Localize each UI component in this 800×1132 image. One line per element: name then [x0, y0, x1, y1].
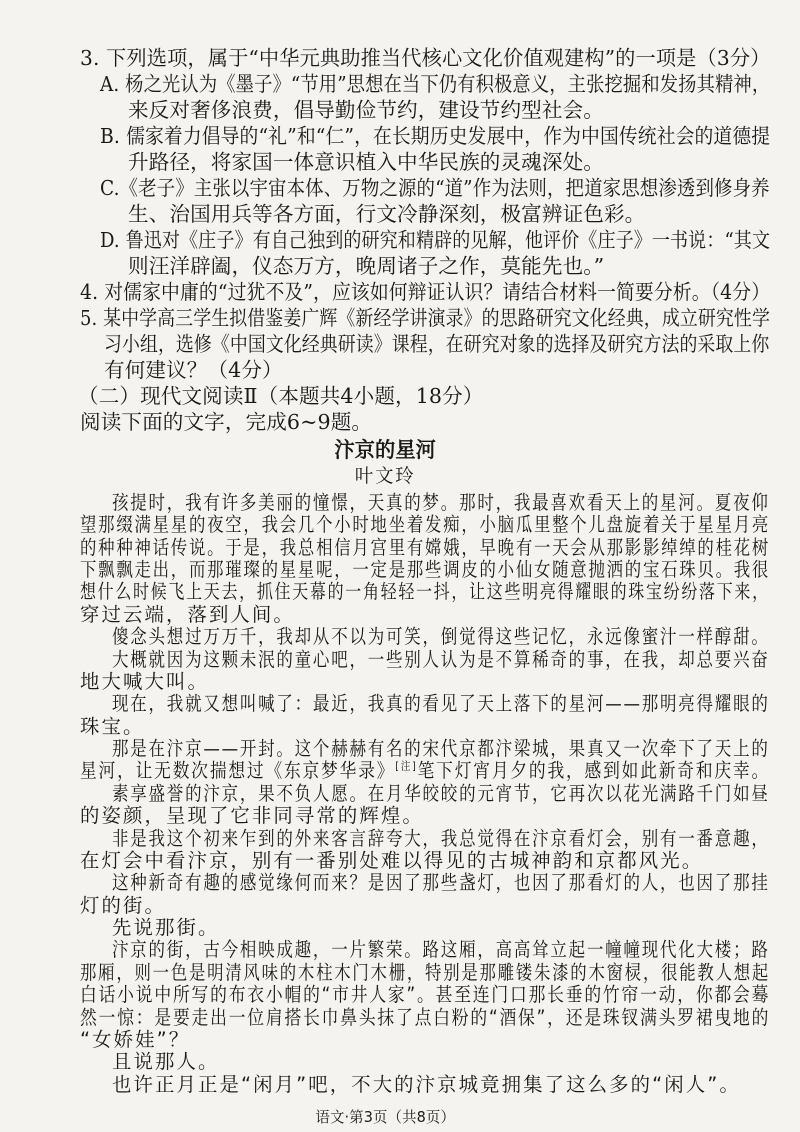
article-line: 望那缀满星星的夜空，我会几个小时地坐着发痴，小脑瓜里整个儿盘旋着关于星星月亮: [80, 513, 771, 537]
question-4: 4. 对儒家中庸的“过犹不及”，应该如何辩证认识？请结合材料一简要分析。（4分）: [80, 280, 771, 304]
question-5-line1: 5. 某中学高三学生拟借鉴姜广辉《新经学讲演录》的思路研究文化经典，成立研究性学: [80, 306, 770, 330]
q3-option-d-line1: D. 鲁迅对《庄子》有自己独到的研究和精辟的见解，他评价《庄子》一书说：“其文: [100, 228, 771, 252]
article-line: 且说那人。: [112, 1050, 220, 1074]
article-line: 这种新奇有趣的感觉缘何而来？是因了那些盏灯，也因了那看灯的人，也因了那挂: [112, 871, 770, 895]
footnote-marker: [注]: [395, 759, 418, 773]
article-line: 那是在汴京——开封。这个赫赫有名的宋代京都汴梁城，果真又一次牵下了天上的: [112, 737, 770, 761]
article-line: 想什么时候飞上天去，抓住天幕的一角轻轻一抖，让这些明亮得耀眼的珠宝纷纷落下来，: [80, 580, 770, 604]
article-line: 的种种神话传说。于是，我总相信月宫里有嫦娥，早晚有一天会从那影影绰绰的桂花树: [80, 535, 771, 559]
article-line: 非是我这个初来乍到的外来客言辞夸大，我总觉得在汴京看灯会，别有一番意趣，: [112, 826, 770, 850]
q3-option-b-line1: B. 儒家着力倡导的“礼”和“仁”，在长期历史发展中，作为中国传统社会的道德提: [100, 124, 771, 148]
q3-option-b-line2: 升路径，将家国一体意识植入中华民族的灵魂深处。: [128, 150, 604, 174]
article-line: “女娇娃”？: [80, 1027, 191, 1051]
article-line: 珠宝。: [80, 714, 145, 738]
article-line-part: 星河，让无数次揣想过《东京梦华录》: [80, 759, 396, 783]
article-line: 汴京的街，古今相映成趣，一片繁荣。路这厢，高高耸立起一幢幢现代化大楼；路: [112, 938, 770, 962]
section-heading: （二）现代文阅读Ⅱ（本题共4小题，18分）: [78, 384, 484, 408]
article-author: 叶文玲: [354, 465, 416, 487]
article-line: 孩提时，我有许多美丽的憧憬，天真的梦。那时，我最喜欢看天上的星河。夏夜仰: [112, 491, 770, 514]
q3-option-a-line2: 来反对奢侈浪费，倡导勤俭节约，建设节约型社会。: [128, 98, 604, 122]
article-line: 白话小说中所写的布衣小帽的“市井人家”。甚至连门口那长垂的竹帘一动，你都会蓦: [80, 983, 771, 1007]
q3-option-c-line2: 生、治国用兵等各方面，行文冷静深刻，极富辨证色彩。: [128, 202, 646, 226]
section-instruction: 阅读下面的文字，完成6~9题。: [80, 410, 373, 434]
article-title: 汴京的星河: [334, 438, 436, 462]
question-5-line3: 有何建议？（4分）: [104, 358, 283, 382]
article-line: 在灯会中看汴京，别有一番别处难以得见的古城神韵和京都风光。: [80, 848, 704, 872]
q3-option-c-line1: C.《老子》主张以宇宙本体、万物之源的“道”作为法则，把道家思想渗透到修身养: [100, 176, 770, 200]
article-line: 现在，我就又想叫喊了：最近，我真的看见了天上落下的星河——那明亮得耀眼的: [112, 692, 770, 716]
article-line: 大概就因为这颗未泯的童心吧，一些别人认为是不算稀奇的事，在我，却总要兴奋: [112, 647, 770, 671]
q3-option-a-line1: A. 杨之光认为《墨子》“节用”思想在当下仍有积极意义，主张挖掘和发扬其精神，: [100, 72, 771, 96]
question-5-line2: 习小组，选修《中国文化经典研读》课程，在研究对象的选择及研究方法的采取上你: [104, 332, 770, 356]
article-line: 先说那街。: [112, 916, 220, 940]
article-line: 然一惊：是要走出一位肩搭长巾鼻头抹了点白粉的“酒保”，还是珠钗满头罗裙曳地的: [80, 1005, 771, 1029]
article-line: 地大喊大叫。: [80, 669, 209, 693]
page-footer: 语文·第3页（共8页）: [315, 1108, 456, 1126]
article-line: 的姿颜，呈现了它非同寻常的辉煌。: [80, 804, 424, 828]
article-line: 穿过云端，落到人间。: [80, 602, 295, 626]
article-line: 也许正月正是“闲月”吧，不大的汴京城竟拥集了这么多的“闲人”。: [112, 1072, 741, 1096]
q3-option-d-line2: 则汪洋辟阖，仪态万方，晚周诸子之作，莫能先也。”: [128, 254, 605, 278]
article-line: 下飘飘走出，而那璀璨的星星呢，一定是那些调皮的小仙女随意抛洒的宝石珠贝。我很: [80, 558, 771, 582]
article-line: 傻念头想过万万千，我却从不以为可笑，倒觉得这些记忆，永远像蜜汁一样醇甜。: [112, 625, 770, 649]
question-3-stem: 3. 下列选项，属于“中华元典助推当代核心文化价值观建构”的一项是（3分）: [80, 46, 771, 70]
article-line: 灯的街。: [80, 893, 166, 917]
article-line: 素享盛誉的汴京，果不负人愿。在月华皎皎的元宵节，它再次以花光满路千门如昼: [112, 781, 770, 805]
article-line-part: 笔下灯宵月夕的我，感到如此新奇和庆幸。: [417, 759, 771, 783]
article-line: 那厢，则一色是明清风味的木柱木门木栅，特别是那雕镂朱漆的木窗棂，很能教人想起: [80, 960, 771, 984]
